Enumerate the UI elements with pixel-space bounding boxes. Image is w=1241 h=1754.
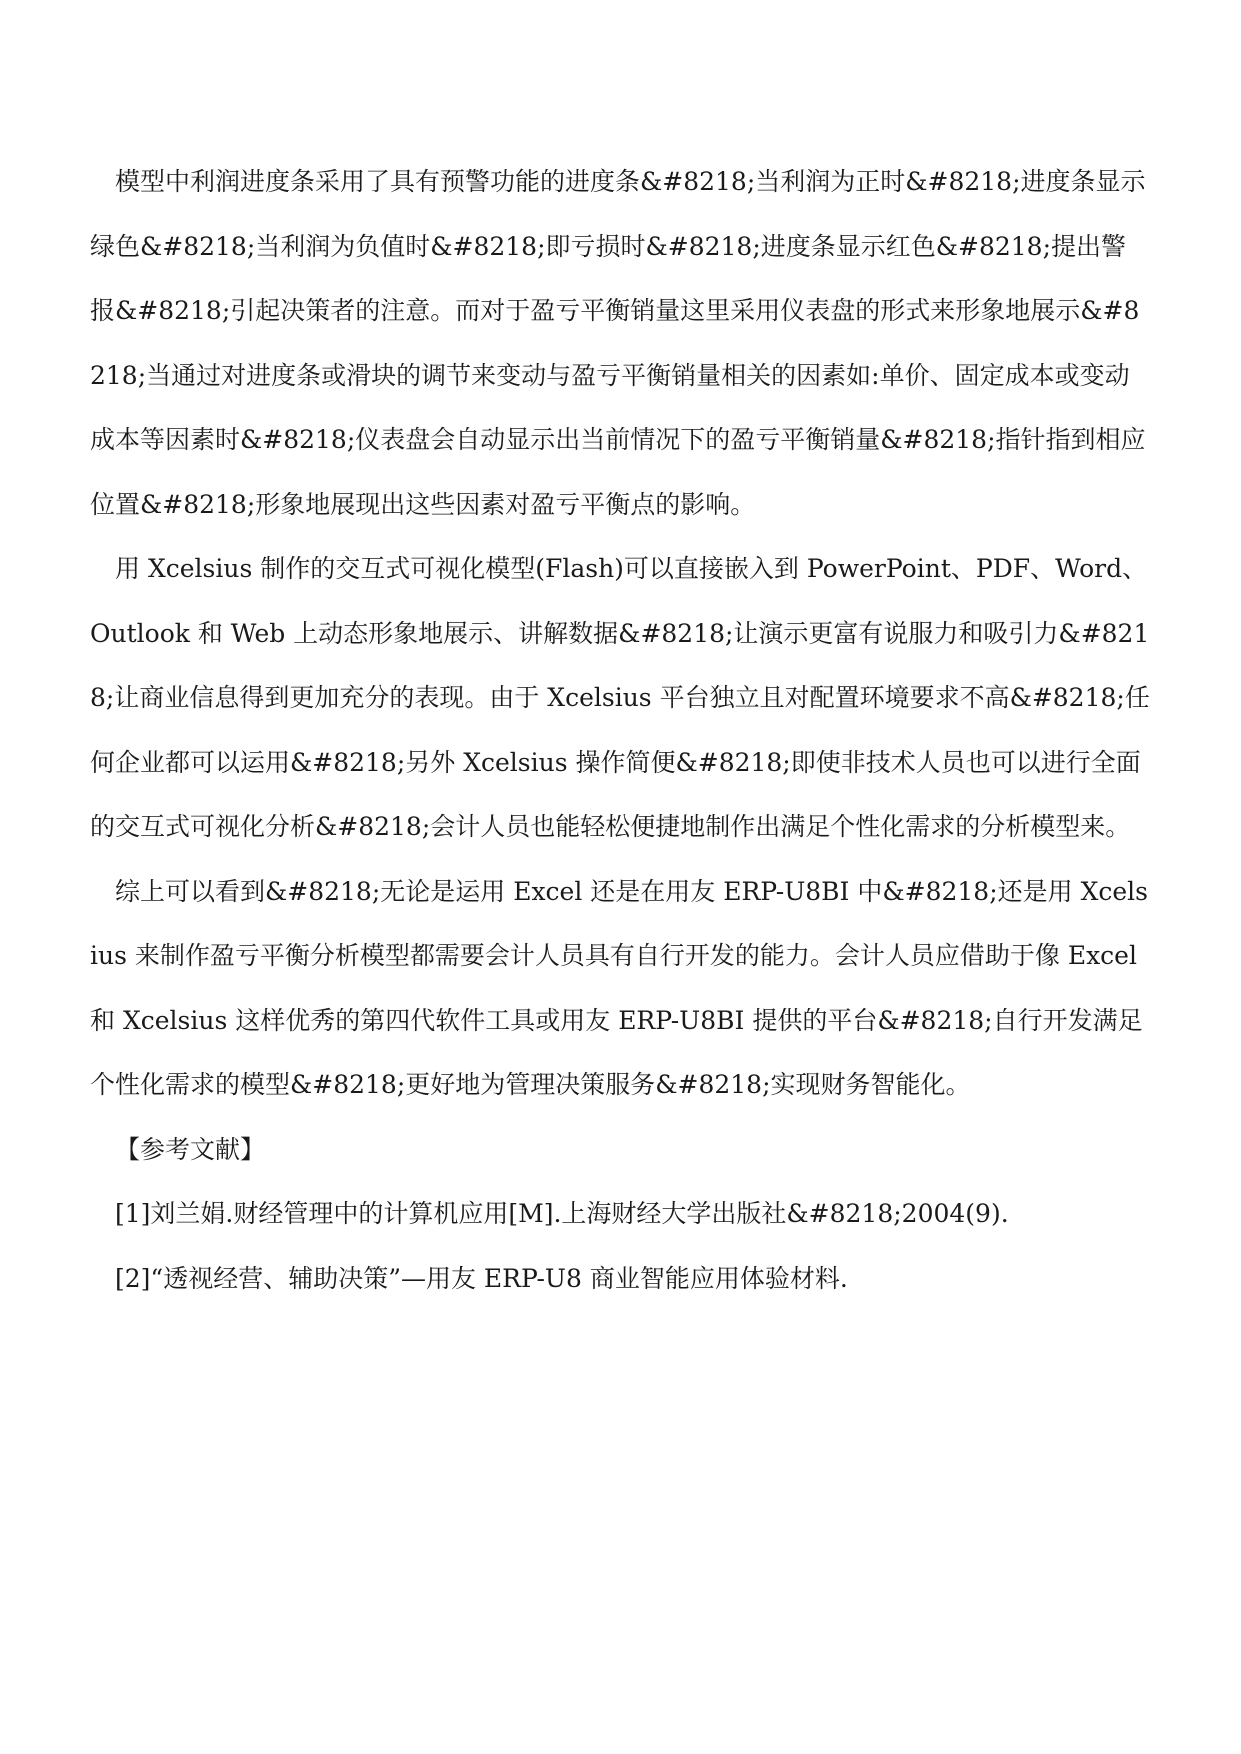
document-body — [90, 150, 1150, 1311]
reference-item: [2]“透视经营、辅助决策”—用友 ERP-U8 商业智能应用体验材料. — [115, 1263, 848, 1293]
paragraph-xcelsius: 用 Xcelsius 制作的交互式可视化模型(Flash)可以直接嵌入到 PowerPoint、PDF、Word、Outlook 和 Web 上动态形象地展示、讲解数据&#8218;让演示更富有说服力和吸引力&#8218;让商业信息得到更加充分的表现。由于 Xcelsius 平台独立且对配置环境要求不高&#8218;任何企业都可以运用&#8218;另外 Xcelsius 操作简便&#8218;即使非技术人员也可以进行全面的交互式可视化分析&#8218;会计人员也能轻松便捷地制作出满足个性化需求的分析模型来。 — [90, 554, 1150, 841]
paragraph-summary: 综上可以看到&#8218;无论是运用 Excel 还是在用友 ERP-U8BI 中&#8218;还是用 Xcelsius 来制作盈亏平衡分析模型都需要会计人员具有自行开发的能力。会计人员应借助于像 Excel 和 Xcelsius 这样优秀的第四代软件工具或用友 ERP-U8BI 提供的平台&#8218;自行开发满足个性化需求的模型&#8218;更好地为管理决策服务&#8218;实现财务智能化。 — [90, 876, 1148, 1099]
paragraph-progress-bar: 模型中利润进度条采用了具有预警功能的进度条&#8218;当利润为正时&#8218;进度条显示绿色&#8218;当利润为负值时&#8218;即亏损时&#8218;进度条显示红色&#8218;提出警报&#8218;引起决策者的注意。而对于盈亏平衡销量这里采用仪表盘的形式来形象地展示&#8218;当通过对进度条或滑块的调节来变动与盈亏平衡销量相关的因素如:单价、固定成本或变动成本等因素时&#8218;仪表盘会自动显示出当前情况下的盈亏平衡销量&#8218;指针指到相应位置&#8218;形象地展现出这些因素对盈亏平衡点的影响。 — [90, 167, 1146, 519]
reference-item: [1]刘兰娟.财经管理中的计算机应用[M].上海财经大学出版社&#8218;2004(9). — [115, 1199, 1009, 1228]
references-heading: 【参考文献】 — [115, 1134, 266, 1164]
